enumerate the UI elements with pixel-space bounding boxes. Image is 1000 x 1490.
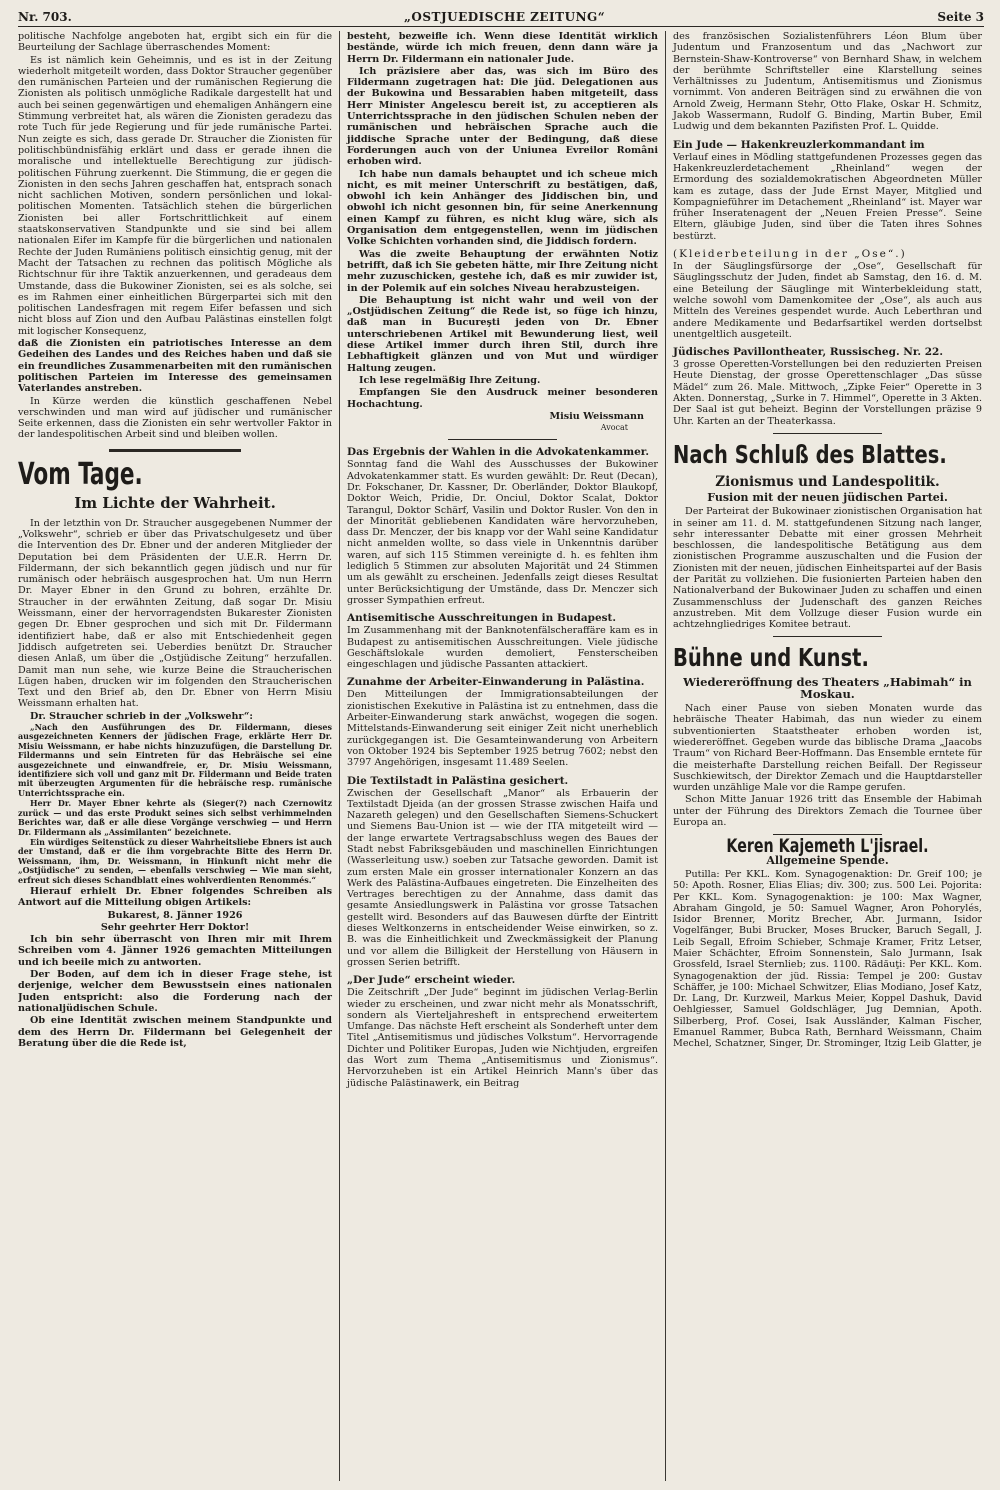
letter-paragraph: Ich lese regelmäßig Ihre Zeitung.: [359, 374, 541, 386]
newspaper-title: „OSTJUEDISCHE ZEITUNG“: [404, 10, 606, 24]
letter-paragraph: Ich habe nun damals behauptet und ich scheue mich nicht, es mit meiner Unterschrift zu bestätigen, daß, obwohl ich kein Anhänger des Jiddischen bin, und obwohl ich nicht gesonnen bin, für seine Anerkennung einen Kampf zu führen, es nicht klug wäre, sich als Organisation dem entgegenstellen, wenn im jüdischen Volke Schichten vorhanden sind, die Jiddisch fordern.: [347, 168, 658, 248]
section-heading-vom-tage: Vom Tage.: [18, 456, 143, 492]
column-1: [18, 31, 340, 1481]
section-heading-buehne: Bühne und Kunst.: [673, 643, 869, 673]
letter-paragraph: Der Boden, auf dem ich in dieser Frage stehe, ist derjenige, welcher dem Bewusstsein eines nationalen Juden entspricht: also die Forderung nach der nationaljüdischen Schule.: [18, 969, 332, 1014]
news-text: Die Zeitschrift „Der Jude“ beginnt im jüdischen Verlag-Berlin wieder zu erscheinen, und zwar nicht mehr als Monatsschrift, sondern als Vierteljahresheft in entsprechend erweitertem Umfange. Das nächste Heft erscheint als Sonderheft unter dem Titel „Antisemitismus und jüdisches Volkstum“. Hervorragende Dichter und Politiker Europas, Juden wie Nichtjuden, ergreifen das Wort zum Thema „Antisemitismus und Zionismus“. Hervorzuheben ist ein Artikel Heinrich Mann's über das jüdische Palästinawerk, ein Beitrag: [347, 987, 658, 1089]
letter-paragraph: Was die zweite Behauptung der erwähnten Notiz betrifft, daß ich Sie gebeten hätte, mir Ihre Zeitung nicht mehr zuzuschicken, gestehe ich, daß es mir zuwider ist, in der Polemik auf ein solches Niveau herabzusteigen.: [347, 248, 658, 294]
columns: [18, 31, 984, 1481]
masthead: [18, 8, 984, 27]
signature-name: Misiu Weissmann: [549, 410, 644, 422]
donation-list: Putilla: Per KKL. Kom. Synagogenaktion: Dr. Greif 100; je 50: Apoth. Rosner, Elias Elias; div. 300; zus. 500 Lei. Pojorita: Per KKL. Kom. Synagogenaktion: je 100: Max Wagner, Abraham Gingold, je 50: Samuel Wagner, Aron Pohorylés, Isidor Brenner, Moritz Brecher, Abr. Jurmann, Isidor Vogelfänger, Bubi Brucker, Moses Brucker, Baruch Segall, J. Leib Segall, Efroim Schieber, Schmaje Kramer, Fritz Letser, Maier Schächter, Efroim Sonnenstein, Salo Jurmann, Isak Grossfeld, Israel Sternlieb; zus. 1100. Rădăuţi: Per KKL. Kom. Synagogenaktion der jüd. Rissia: Tempel je 200: Gustav Schäffer, je 100: Michael Schwitzer, Elias Modiano, Josef Katz, Dr. Lang, Dr. Kurzweil, Markus Meier, Koppel Dashuk, David Oehlgiesser, Samuel Goldschläger, Jug Demnian, Apoth. Silberberg, Prof. Cosei, Isak Aussländer, Kalman Fischer, Emanuel Rammer, Bubca Rath, Bernhard Weissmann, Chaim Mechel, Schatzner, Singer, Dr. Strominger, Itzig Leib Glatter, je: [673, 868, 982, 1050]
news-item: [347, 974, 658, 1089]
news-item: [347, 446, 658, 606]
news-heading: Das Ergebnis der Wahlen in die Advokatenkammer.: [347, 446, 650, 459]
letter-paragraph: Ob eine Identität zwischen meinem Standpunkte und dem des Herrn Dr. Fildermann bei Gelegenheit der Beratung über die die Rede ist,: [18, 1015, 332, 1049]
page-label: Seite 3: [937, 10, 984, 24]
article-title-wahrheit: Im Lichte der Wahrheit.: [74, 493, 276, 512]
news-text: Sonntag fand die Wahl des Ausschusses der Bukowiner Advokatenkammer statt. Es wurden gewählt: Dr. Reut (Decan), Dr. Fokschaner, Dr. Kassner, Dr. Oberländer, Doktor Blaukopf, Doktor Weich, Pridie, Dr. Onciul, Doktor Scalat, Doktor Tarangul, Doktor Schärf, Vasilin und Doktor Rusler. Von den in der Minorität gebliebenen Kandidaten wäre hervorzuheben, dass Dr. Menczer, der bis knapp vor der Wahl seine Kandidatur nicht anmelden wollte, so dass viele in Unkenntnis darüber waren, auf sich 115 Stimmen vereinigte d. h. es fehlten ihm lediglich 5 Stimmen zur absoluten Majorität und 24 Stimmen um als gewählt zu erscheinen. Jedenfalls zeigt dieses Resultat unter Berücksichtigung der Umstände, dass Dr. Menczer sich grosser Sympathien erfreut.: [347, 459, 658, 606]
reply-intro: Hierauf erhielt Dr. Ebner folgendes Schreiben als Antwort auf die Mitteilung obigen Artikels:: [18, 885, 332, 909]
column-3: [666, 31, 982, 1481]
letter-paragraph: Ich präzisiere aber das, was sich im Büro des Fildermann zugetragen hat: Die jüd. Delegationen aus der Bukowina und Bessarabien haben mitgeteilt, dass Herr Minister Angelescu bereit ist, zu acceptieren als Unterrichtssprache in den jüdischen Schulen neben der rumänischen und hebräischen Sprache auch die jiddische Sprache unter der Bedingung, daß diese Forderungen auch von der Uniunea Evreilor Români erhoben wird.: [347, 65, 658, 168]
article-paragraph: Nach einer Pause von sieben Monaten wurde das hebräische Theater Habimah, das nun wieder zu einem subventionierten Staatstheater erhoben worden ist, wiedereröffnet. Gegeben wurde das biblische Drama „Jaacobs Traum“ von Richard Beer-Hoffmann. Das Ensemble erntete für die meisterhafte Darstellung reichen Beifall. Der Regisseur Suschkiewitsch, der Direktor Zemach und die Hauptdarsteller wurden unzählige Male vor die Rampe gerufen.: [673, 703, 982, 794]
news-item: [347, 775, 658, 969]
news-heading: Jüdisches Pavillontheater, Russischeg. Nr. 22.: [673, 346, 944, 359]
article-paragraph: des französischen Sozialistenführers Léon Blum über Judentum und Franzosentum und das „Nachwort zur Bernstein-Shaw-Kontroverse“ von Bernhard Shaw, in welchem der berühmte Schriftsteller eine Klarstellung seines Verhältnisses zu Judentum, Antisemitismus und Zionismus vornimmt. Von anderen Beiträgen sind zu erwähnen die von Arnold Zweig, Hermann Stehr, Otto Flake, Oskar H. Schmitz, Jakob Wassermann, Rudolf G. Binding, Martin Buber, Emil Ludwig und dem bekannten Pazifisten Prof. L. Quidde.: [673, 31, 982, 133]
section-divider: [448, 439, 557, 440]
letter-date: Bukarest, 8. Jänner 1926: [107, 909, 243, 921]
news-item: [673, 139, 982, 242]
letter-paragraph: Empfangen Sie den Ausdruck meiner besonderen Hochachtung.: [347, 387, 658, 410]
news-heading: Die Textilstadt in Palästina gesichert.: [347, 774, 569, 787]
news-text: Den Mitteilungen der Immigrationsabteilungen der zionistischen Exekutive in Palästina ist zu entnehmen, dass die Arbeiter-Einwanderung stark anwächst, wogegen die sogen. Mittelstands-Einwanderung seit einiger Zeit nicht unerheblich zurückgegangen ist. Die Gesamteinwanderung von Arbeitern von Oktober 1924 bis September 1925 betrug 7602; nebst den 3797 Angehörigen, insgesamt 11.489 Seelen.: [347, 689, 658, 769]
news-item: [673, 248, 982, 340]
section-divider: [109, 449, 241, 452]
news-heading: Ein Jude — Hakenkreuzlerkommandant im: [673, 138, 925, 151]
quote-intro: Dr. Straucher schrieb in der „Volkswehr“:: [30, 710, 253, 722]
quote-paragraph: Herr Dr. Mayer Ebner kehrte als (Sieger(?) nach Czernowitz zurück — und das erste Produkt seines sich selbst verhimmelnden Berichtes war, daß er alle diese Vorgänge verschwieg — und Herrn Dr. Fildermann als „Assimilanten“ bezeichnete.: [18, 798, 332, 837]
section-heading-nach-schluss: Nach Schluß des Blattes.: [673, 439, 947, 469]
section-divider: [773, 433, 881, 434]
news-text: 3 grosse Operetten-Vorstellungen bei den reduzierten Preisen Heute Dienstag, der grosse Operettenschlager „Das süsse Mädel“ zum 26. Male. Mittwoch, „Zipke Feier“ Operette in 3 Akten. Donnerstag, „Surke in 7. Himmel“, Operette in 3 Akten. Der Saal ist gut beheizt. Beginn der Vorstellungen präzise 9 Uhr. Karten an der Theaterkassa.: [673, 359, 982, 427]
quote-paragraph: Ein würdiges Seitenstück zu dieser Wahrheitsliebe Ebners ist auch der Umstand, daß er die ihm vorgebrachte Bitte des Herrn Dr. Weissmann, ihm, Dr. Weissmann, in Hinkunft nicht mehr die „Ostjüdische“ zu senden, — ebenfalls verschwieg — Wie man sieht, erfreut sich dieses Schandblatt eines wohlverdienten Renommés.“: [18, 836, 332, 885]
article-paragraph: In der letzthin von Dr. Straucher ausgegebenen Nummer der „Volkswehr“, schrieb er über das Privatschulgesetz und über die Intervention des Dr. Ebner und der anderen Mitglieder der Deputation bei dem Präsidenten der U.E.R. Herrn Dr. Fildermann, der sich bekanntlich gegen jüdisch und nur für rumänisch oder hebräisch ausgesprochen hat. Um nun Herrn Dr. Mayer Ebner in den Grund zu bohren, erzählte Dr. Straucher in der erwähnten Zeitung, daß sogar Dr. Misiu Weissmann, einer der hervorragendsten Bukarester Zionisten gegen Dr. Ebner gesprochen und sich mit Dr. Fildermann identifiziert habe, daß er also mit Entschiedenheit gegen Jiddisch aufgetreten sei. Ueberdies benützt Dr. Straucher diesen Anlaß, um über die „Ostjüdische Zeitung“ herzufallen. Damit man nun sehe, wie kurze Beine die Straucherischen Lügen haben, drucken wir im folgenden den Straucherischen Text und den Brief ab, den Dr. Ebner von Herrn Misiu Weissmann erhalten hat.: [18, 517, 332, 710]
news-heading: „Der Jude“ erscheint wieder.: [347, 974, 516, 987]
article-title-habimah: Wiedereröffnung des Theaters „Habimah“ in Moskau.: [683, 675, 972, 701]
article-title-zionismus: Zionismus und Landespolitik.: [715, 473, 940, 490]
article-paragraph: In Kürze werden die künstlich geschaffenen Nebel verschwinden und man wird auf jüdischer und rumänischer Seite erkennen, dass die Zionisten ein sehr wertvoller Faktor in der landespolitischen Arbeit sind und bleiben wollen.: [18, 395, 332, 441]
letter-salutation: Sehr geehrter Herr Doktor!: [100, 921, 250, 933]
news-text: Im Zusammenhang mit der Banknotenfälscheraffäre kam es in Budapest zu antisemitischen Ausschreitungen. Viele jüdische Geschäftslokale wurden demoliert, Fensterscheiben eingeschlagen und jüdische Passanten attackiert.: [347, 625, 658, 671]
news-item: [673, 346, 982, 427]
letter-paragraph: Die Behauptung ist nicht wahr und weil von der „Ostjüdischen Zeitung“ die Rede ist, so füge ich hinzu, daß man in Bucureşti jeden von Dr. Ebner unterschriebenen Artikel mit Bewunderung liest, weil diese Artikel immer durch ihren Stil, durch ihre Lebhaftigkeit glänzen und von Mut und würdiger Haltung zeugen.: [347, 294, 658, 374]
news-text: Verlauf eines in Mödling stattgefundenen Prozesses gegen das Hakenkreuzlerdetachement „Rheinland“ wegen der Ermordung des sozialdemokratischen Abgeordneten Müller kam es zutage, dass der Jude Ernst Mayer, Mitglied und Kompagnieführer im Detachement „Rheinland“ ist. Mayer war früher Inseratenagent der „Neuen Freien Presse“. Seine Eltern, gläubige Juden, sind über die Taten ihres Sohnes bestürzt.: [673, 151, 982, 242]
news-item: [347, 612, 658, 670]
letter-paragraph: Ich bin sehr überrascht von Ihren mir mit Ihrem Schreiben vom 4. Jänner 1926 gemachten Mitteilungen und ich beeile mich zu antworten.: [18, 934, 332, 968]
article-subtitle-fusion: Fusion mit der neuen jüdischen Partei.: [707, 490, 948, 504]
keren-subtitle: Allgemeine Spende.: [766, 853, 889, 867]
news-item: [347, 676, 658, 768]
signature-title: Avocat: [600, 423, 628, 433]
letter-paragraph: besteht, bezweifle ich. Wenn diese Identität wirklich bestände, würde ich mich freuen, denn dann wäre ja Herrn Dr. Fildermann ein nationaler Jude.: [347, 31, 658, 65]
article-paragraph: Es ist nämlich kein Geheimnis, und es ist in der Zeitung wiederholt mitgeteilt worden, dass Doktor Straucher gegenüber den rumänischen Parteien und der rumänischen Regierung die Zionisten als politisch unmögliche Radikale dargestellt hat und auch bei seinen gegenwärtigen und ehemaligen Anhängern eine Stimmung verbreitet hat, als wären die Zionisten geradezu das rote Tuch für jede Regierung und für jede rumänische Partei. Nun zeigte es sich, dass gerade Dr. Straucher die Zionisten für politischbündnisfähig erklärt und dass er gerade ihnen die moralische und intellektuelle Berechtigung zur jüdisch-politischen Führung zuerkennt. Die Stimmung, die er gegen die Zionisten in den sechs Jahren geschaffen hat, entsprach sonach nicht sachlichen Motiven, sondern persönlichen und lokal-politischen Momenten. Tatsächlich stehen die bürgerlichen Zionisten bei aller Fortschrittlichkeit auf einem staatskonservativen Standpunkte und sie sind bei allem nationalen Eifer im Kampfe für die bürgerlichen und nationalen Rechte der Juden Rumäniens politisch einsichtig genug, mit der Macht der Tatsachen zu rechnen das politisch Mögliche als Richtschnur für ihre Taktik anzuerkennen, und geradeaus dem Umstande, dass die Bukowiner Zionisten, sei es als solche, sei es im Rahmen einer einheitlichen Bürgerpartei sich mit den politischen Landesfragen mit regem Eifer befassen und sich nicht bloss auf Zion und den Aufbau Palästinas einstellen folgt mit logischer Konsequenz,: [18, 54, 332, 337]
news-text: Zwischen der Gesellschaft „Manor“ als Erbauerin der Textilstadt Djeida (an der grossen Strasse zwischen Haifa und Nazareth gelegen) und den Gesellschaften Siemens-Schuckert und Siemens Bau-Union ist — wie der ITA mitgeteilt wird — der lange erwartete Vertragsabschluss wegen des Baues der Stadt nebst Fabriksgebäuden und maschinellen Einrichtungen (Wasserleitung usw.) soeben zur Tatsache geworden. Damit ist zum ersten Male ein grosser internationaler Konzern an das Werk des Palästina-Aufbaues eingetreten. Die Einzelheiten des Vertrages berechtigen zu der Annahme, dass damit das gesamte Ansiedlungswerk in Palästina vor grosse Tatsachen gestellt wird. Besonders auf das Bauwesen dürfte der Eintritt dieses Weltkonzerns in entscheidender Weise einwirken, so z. B. was die Einheitlichkeit und Zweckmässigkeit der Planung und vor allem die Billigkeit der Herstellung von Häusern in grossen Serien betrifft.: [347, 787, 658, 968]
news-heading: (Kleiderbeteilung in der „Ose“.): [673, 248, 907, 261]
column-2: [340, 31, 666, 1481]
article-paragraph: Der Parteirat der Bukowinaer zionistischen Organisation hat in seiner am 11. d. M. stattgefundenen Sitzung nach langer, sehr interessanter Debatte mit einer grossen Mehrheit beschlossen, die landespolitische Betätigung aus dem zionistischen Programme auszuschalten und die Fusion der Zionisten mit der neuen, jüdischen Einheitspartei auf der Basis der Parität zu vollziehen. Die fusionierten Parteien haben den Nationalverband der Bukowinaer Juden zu schaffen und einen Zusammenschluss der Judenschaft des ganzen Reiches anzustreben. Mit dem Vollzuge dieser Fusion wurde ein achtzehngliedriges Komitee betraut.: [673, 506, 982, 631]
article-paragraph: politische Nachfolge angeboten hat, ergibt sich ein für die Beurteilung der Sachlage überraschendes Moment:: [18, 31, 332, 54]
news-text: In der Säuglingsfürsorge der „Ose“, Gesellschaft für Säuglingsschutz der Juden, findet ab Samstag, den 16. d. M. eine Beteilung der Säuglinge mit Winterbekleidung statt, welche sowohl vom Damenkomitee der „Ose“, als auch aus Mitteln des Vereines gespendet wurde. Auch Leberthran und andere Medikamente und Bedarfsartikel werden dortselbst unentgeltlich ausgeteilt.: [673, 261, 982, 340]
article-paragraph: Schon Mitte Januar 1926 tritt das Ensemble der Habimah unter der Führung des Direktors Zemach die Tournee über Europa an.: [673, 794, 982, 829]
quote-paragraph: „Nach den Ausführungen des Dr. Fildermann, dieses ausgezeichneten Kenners der jüdischen Frage, erklärte Herr Dr. Misiu Weissmann, er habe nichts hinzuzufügen, die Darstellung Dr. Fildermanns und sein Eintreten für das Hebräische sei eine ausgezeichnete und einwandfreie, er, Dr. Misiu Weissmann, identifiziere sich voll und ganz mit Dr. Fildermann und Beide traten mit überzeugten Argumenten für die hebräische resp. rumänische Unterrichtssprache ein.: [18, 722, 332, 798]
section-divider: [773, 636, 881, 637]
news-heading: Antisemitische Ausschreitungen in Budapest.: [347, 612, 617, 625]
page-number: Nr. 703.: [18, 10, 72, 24]
news-heading: Zunahme der Arbeiter-Einwanderung in Palästina.: [347, 676, 645, 689]
article-paragraph-bold: daß die Zionisten ein patriotisches Interesse an dem Gedeihen des Landes und des Reiches haben und daß sie ein freundliches Zusammenarbeiten mit den rumänischen politischen Parteien im Interesse des gemeinsamen Vaterlandes anstreben.: [18, 338, 332, 395]
section-heading-keren: Keren Kajemeth L'jisrael.: [726, 835, 929, 858]
